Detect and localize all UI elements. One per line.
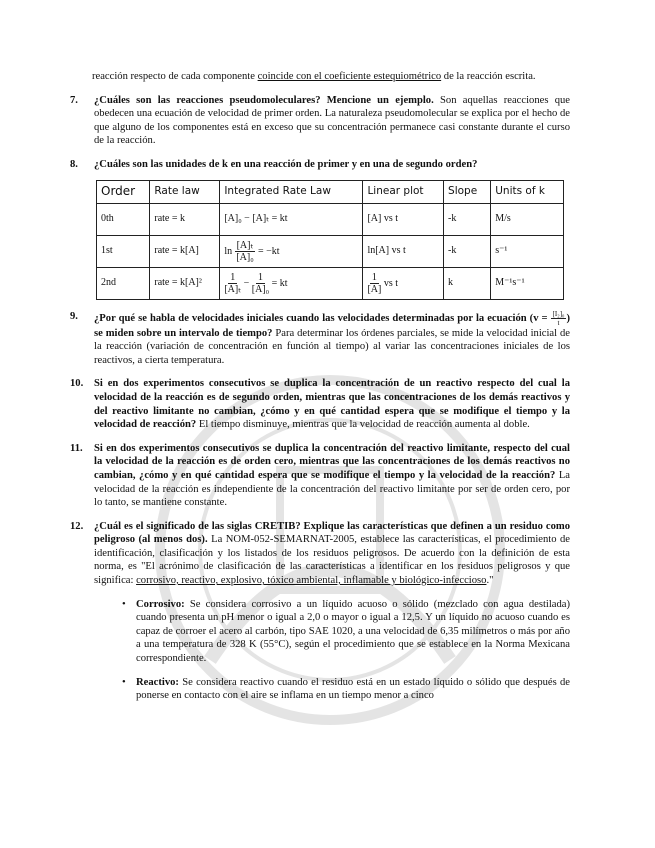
fraction-den: [A]₀ [236, 251, 254, 263]
header-units: Units of k [491, 180, 564, 203]
table-row [97, 267, 564, 299]
fraction [367, 272, 381, 295]
answer-text-end: ." [486, 575, 494, 587]
list-item [136, 598, 570, 666]
cell-order: 0th [97, 203, 150, 235]
table-header-row [97, 180, 564, 203]
answer-underlined: corrosivo, reactivo, explosivo, tóxico ambiental, inflamable y biológico-infeccioso [136, 575, 487, 587]
cell-linear: ln[A] vs t [363, 235, 444, 267]
question-number: 11. [70, 442, 83, 454]
fraction-num: [A]ₜ [236, 239, 254, 251]
fraction-den: [A] [367, 283, 382, 295]
document-content [70, 70, 571, 713]
question-text: ¿Por qué se habla de velocidades iniciales cuando las velocidades determinadas por la ecuación ( [94, 312, 534, 324]
linear-rhs: vs t [383, 277, 398, 289]
answer-text: La NOM-052-SEMARNAT-2005, establece las características, el procedimiento de identificación, clasificación y los listados de los residuos peligrosos. De acuerdo con la definición de esta norma, es "El acrónimo de clasificación de las características a identificar en los residuos peligrosos y que significa: [94, 534, 570, 587]
fraction-num: 1 [257, 271, 263, 283]
table-row [97, 235, 564, 267]
bullet-term: Corrosivo: [136, 598, 185, 610]
question-number: 7. [70, 94, 78, 106]
bullet-text: Se considera reactivo cuando el residuo está en un estado líquido o sólido que después de ponerse en contacto con el aire se inflama en un tiempo menor a cinco [136, 676, 570, 702]
intro-text: reacción respecto de cada componente [92, 71, 258, 82]
cell-order: 1st [97, 235, 150, 267]
rate-law-table [96, 180, 564, 300]
intro-underlined: coincide con el coeficiente estequiométrico [257, 71, 442, 82]
cell-slope: k [444, 267, 491, 299]
cretib-list [136, 598, 570, 703]
ln-label: ln [224, 245, 233, 257]
header-slope: Slope [444, 180, 491, 203]
header-rate-law: Rate law [150, 180, 220, 203]
cell-units: M/s [491, 203, 564, 235]
fraction-num: 1 [230, 271, 236, 283]
answer-text: Para determinar los órdenes parciales, se mide la velocidad inicial de la reacción (variación de concentración en función al tiempo) al variar las concentraciones iniciales de los reactivos, a cierta temperatura. [94, 327, 570, 366]
cell-integrated: $\frac{1}{\text{[A]ₜ}}$ − $\frac{1}{\text{[A]₀}}$ = kt [220, 267, 363, 299]
cell-units: s⁻¹ [491, 235, 564, 267]
equation-rhs: = kt [271, 277, 288, 289]
question-number: 8. [70, 158, 78, 170]
cell-order: 2nd [97, 267, 150, 299]
question-10 [70, 377, 570, 431]
question-text: Si en dos experimentos consecutivos se duplica la concentración de un reactivo respecto del cual la velocidad de la reacción es de segundo orden, mientras que las concentraciones de los demás reactivos y del reactivo limitante no cambian, ¿cómo y en qué cantidad espera que se modifique el tiempo y la velocidad de reacción? [94, 378, 570, 431]
question-12 [70, 520, 570, 588]
list-item [136, 676, 570, 703]
question-9 [70, 309, 570, 368]
fraction-num: [I₂]₀ [552, 309, 565, 318]
fraction-den: t [557, 318, 560, 327]
fraction-den: [A]ₜ [224, 283, 242, 295]
cell-linear: [A] vs t [363, 203, 444, 235]
fraction [235, 240, 256, 263]
intro-paragraph [92, 70, 570, 84]
header-integrated: Integrated Rate Law [220, 180, 363, 203]
fraction-num: 1 [371, 271, 377, 283]
cell-linear [363, 267, 444, 299]
fraction [224, 272, 241, 295]
bullet-term: Reactivo: [136, 676, 179, 688]
header-order: Order [97, 180, 150, 203]
table-row [97, 203, 564, 235]
question-text: ¿Cuál es el significado de las siglas CRETIB? Explique las características que definen a un residuo como peligroso (al menos dos). [94, 520, 570, 546]
question-number: 9. [70, 310, 78, 322]
equation-label: v = [533, 312, 551, 324]
answer-text: Son aquellas reacciones que obedecen una ecuación de velocidad de primer orden. La naturaleza pseudomolecular se explica por el hecho de que alguno de los componentes está en exceso que su concentración permanece casi constante durante el curso de la reacción. [94, 94, 570, 147]
cell-slope: -k [444, 203, 491, 235]
cell-rate: rate = k [150, 203, 220, 235]
question-8 [70, 158, 570, 172]
question-7 [70, 94, 570, 148]
cell-slope: -k [444, 235, 491, 267]
cell-integrated: [A]₀ − [A]ₜ = kt [220, 203, 363, 235]
answer-text: El tiempo disminuye, mientras que la velocidad de reacción aumenta al doble. [196, 419, 530, 431]
question-11 [70, 442, 571, 510]
question-text: ¿Cuáles son las unidades de k en una reacción de primer y en una de segundo orden? [94, 158, 478, 170]
intro-text-end: de la reacción escrita. [441, 71, 536, 82]
bullet-text: Se considera corrosivo a un líquido acuoso o sólido (mezclado con agua destilada) cuando presenta un pH menor o igual a 2,0 o mayor o igual a 12,5. Y un líquido no acuoso cuando es capaz de corroer el acero al carbón, tipo SAE 1020, a una velocidad de 6,35 milímetros o más por año a una temperatura de 328 K (55°C), según el procedimiento que se establece en la Norma Mexicana correspondiente. [136, 598, 570, 665]
cell-rate: rate = k[A] [150, 235, 220, 267]
equation-rhs: = −kt [257, 245, 280, 257]
question-number: 12. [70, 520, 84, 532]
question-text-end: ) se miden sobre un intervalo de tiempo? [94, 312, 570, 339]
fraction [551, 310, 567, 327]
question-number: 10. [70, 378, 84, 390]
cell-rate: rate = k[A]² [150, 267, 220, 299]
header-linear-plot: Linear plot [363, 180, 444, 203]
question-text: ¿Cuáles son las reacciones pseudomoleculares? Mencione un ejemplo. [94, 94, 434, 106]
fraction-den: [A]₀ [251, 283, 270, 295]
answer-text: La velocidad de la reacción es independiente de la concentración del reactivo limitante por ser de orden cero, por lo tanto, se mantiene constante. [94, 469, 571, 509]
fraction [252, 272, 269, 295]
cell-units: M⁻¹s⁻¹ [491, 267, 564, 299]
question-text: Si en dos experimentos consecutivos se duplica la concentración del reactivo limitante, respecto del cual la velocidad de la reacción es de orden cero, mientras que las concentraciones de los demás reactivos no cambian, ¿cómo y en qué cantidad espera que se modifique el tiempo y la velocidad de la reacción? [94, 442, 570, 481]
cell-integrated [220, 235, 363, 267]
